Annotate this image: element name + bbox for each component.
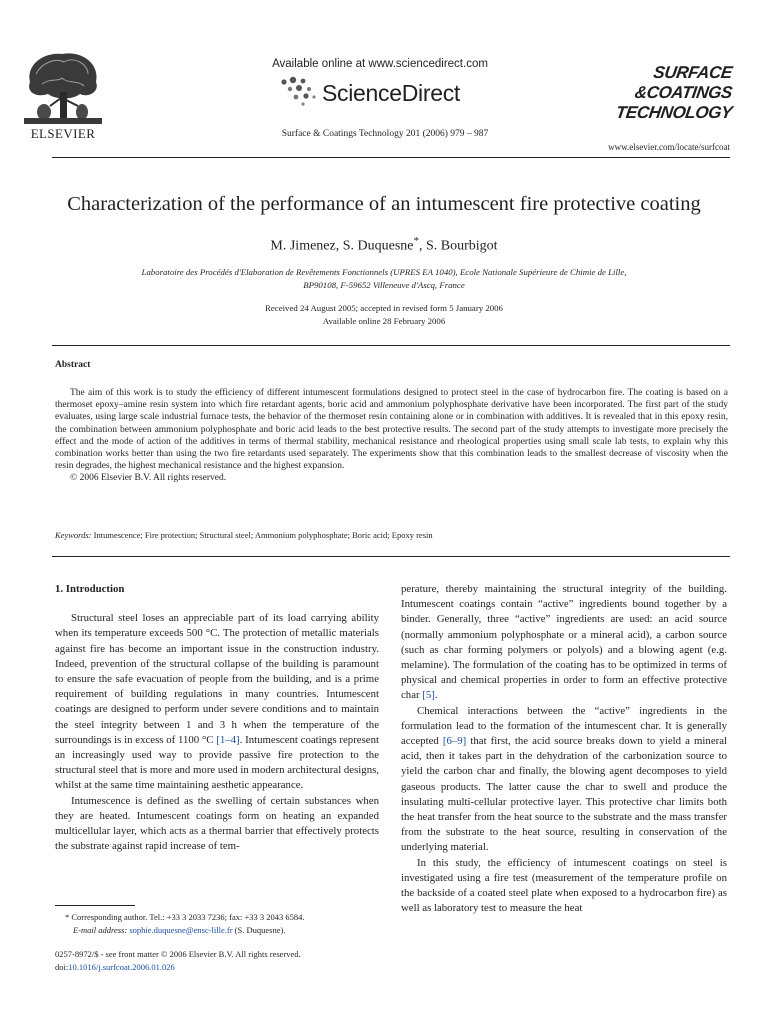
footnotes <box>55 911 379 936</box>
authors-line <box>40 235 728 255</box>
abstract-body <box>55 387 728 485</box>
corresponding-author-note: * Corresponding author. Tel.: +33 3 2033 7236; fax: +33 3 2043 6584. <box>65 912 305 922</box>
email-note <box>55 924 379 937</box>
front-matter <box>55 948 379 973</box>
authors-last: , S. Bourbigot <box>419 238 498 254</box>
intro-paragraph-5: In this study, the efficiency of intumescent coatings on steel is investigated using a fire test (measurement of the temperature profile on the backside of a coated steel plate when exposed to a hydrocarbon fire) as well as laboratory test to measure the heat <box>401 856 727 915</box>
email-label: E-mail address: <box>73 924 128 935</box>
corresponding-author-mark[interactable]: * <box>413 235 419 247</box>
section-heading: 1. Introduction <box>55 583 125 595</box>
keywords <box>55 530 728 540</box>
elsevier-tree-logo-icon <box>22 44 104 126</box>
journal-logo-line-3: TECHNOLOGY <box>614 103 734 122</box>
citation-link[interactable]: [6–9] <box>442 735 467 748</box>
intro-paragraph-2: Intumescence is defined as the swelling of certain substances when they are heated. Intumescent coatings form on heating an expanded multicellular layer, which acts as a thermal barrier that effectively protects the substrate against rapid increase of tem- <box>55 794 379 853</box>
journal-logo-line-1: SURFACE <box>652 63 734 82</box>
doi-link[interactable]: 10.1016/j.surfcoat.2006.01.026 <box>68 961 175 972</box>
intro-p1-text-a: Structural steel loses an appreciable part of its load carrying ability when its temperature exceeds 500 °C. The protection of metallic materials against fire has become an important issue in the construction industry. Indeed, prevention of the structural collapse of the building is paramount to ensure the safe evacuation of people from the building, and is a prime requirement of building regulations in many countries. Intumescent coatings are designed to perform under severe conditions and to maintain the steel integrity between 1 and 3 h when the temperature of the surroundings is in excess of 1100 °C <box>55 612 379 746</box>
journal-logo-line-2: &COATINGS <box>633 83 734 102</box>
email-link[interactable]: sophie.duquesne@ensc-lille.fr <box>129 924 233 935</box>
issn-line: 0257-8972/$ - see front matter © 2006 Elsevier B.V. All rights reserved. <box>55 949 301 959</box>
keywords-list: Intumescence; Fire protection; Structural steel; Ammonium polyphosphate; Boric acid; Epoxy resin <box>93 530 433 540</box>
affiliation-line-1: Laboratoire des Procédés d'Elaboration de Revêtements Fonctionnels (UPRES EA 1040), Ecole Nationale Supérieure de Chimie de Lille, <box>141 267 627 277</box>
intro-paragraph-4 <box>401 704 727 856</box>
intro-p3-text-b: . <box>434 689 438 702</box>
intro-p3-text-a: perature, thereby maintaining the structural integrity of the building. Intumescent coatings contain “active” ingredients bound together by a binder. Generally, three “active” ingredients are used: an acid source (normally ammonium polyphosphate or a mineral acid), a carbon source (such as char forming polymers or polyols) and a blowing agent (e.g. melamine). The formulation of the coating has to be optimized in terms of physical and chemical properties in order to form an effective protective char <box>401 583 727 702</box>
left-column <box>55 582 379 854</box>
available-date: Available online 28 February 2006 <box>322 315 446 326</box>
abstract-top-divider <box>52 345 730 346</box>
citation-link[interactable]: [5] <box>422 689 435 702</box>
article-title: Characterization of the performance of an intumescent fire protective coating <box>67 193 701 215</box>
citation-link[interactable]: [1–4] <box>216 733 240 746</box>
journal-citation: Surface & Coatings Technology 201 (2006) 979 – 987 <box>281 129 489 139</box>
footnote-divider <box>55 905 135 906</box>
intro-paragraph-1 <box>55 611 379 793</box>
header-divider <box>52 157 730 158</box>
journal-logo <box>582 60 732 130</box>
sciencedirect-wordmark: ScienceDirect <box>322 80 460 106</box>
copyright-notice: © 2006 Elsevier B.V. All rights reserved. <box>70 473 227 484</box>
abstract-bottom-divider <box>52 556 730 557</box>
intro-p1-text-b: . Intumescent coatings represent an increasingly used way to provide passive fire protection to the structural steel that is more and more used in modern architectural designs, whilst at the same time maintaining aesthetic appearance. <box>55 733 379 792</box>
journal-url-link[interactable]: www.elsevier.com/locate/surfcoat <box>608 142 730 152</box>
authors-first: M. Jimenez, S. Duquesne <box>270 238 414 254</box>
abstract-heading: Abstract <box>55 360 91 370</box>
sciencedirect-dots-icon <box>276 74 320 108</box>
email-suffix: (S. Duquesne). <box>232 924 286 935</box>
intro-paragraph-3 <box>401 582 727 704</box>
doi-line <box>55 961 379 974</box>
received-dates: Received 24 August 2005; accepted in revised form 5 January 2006 <box>265 303 503 313</box>
affiliation <box>90 266 678 292</box>
keywords-label: Keywords: <box>55 530 92 540</box>
right-column <box>401 582 727 916</box>
intro-p4-text-b: that first, the acid source breaks down to yield a mineral acid, then it takes part in the dehydration of the carbonization source to yield the carbon char and finally, the blowing agent decomposes to yield gaseous products. The latter cause the char to swell and produce the insulating multi-cellular protective layer. This protective char limits both the heat transfer from the heat source to the substrate and the mass transfer from the substrate to the heat source, resulting in conservation of the underlying material. <box>401 735 727 854</box>
article-dates <box>90 302 678 327</box>
publisher-name: ELSEVIER <box>30 126 96 141</box>
affiliation-line-2: BP90108, F-59652 Villeneuve d'Ascq, France <box>303 280 465 290</box>
intro-p4-text-a: Chemical interactions between the “active” ingredients in the formulation lead to the formation of the intumescent char. It is generally accepted <box>401 704 727 748</box>
abstract-text: The aim of this work is to study the efficiency of different intumescent formulations designed to protect steel in the case of hydrocarbon fire. The coating is based on a thermoset epoxy–amine resin system into which fire retardant agents, boric acid and ammonium polyphosphate derivative have been incorporated. The first part of the study evaluates, using large scale industrial furnace tests, the behavior of the thermoset resin containing alone or in combination with additives. It is revealed that in this epoxy resin, the combination between ammonium polyphosphate and boric acid leads to the best protective results. The second part of the study attempts to investigate more precisely the effect and the mode of action of the additives in terms of thermal stability, mechanical resistance and rheological properties using small scale lab tests, to explain why this combination works better than using the two fire retardants used separately. The experiments show that this combination leads to the smallest decrease of viscosity when the resin degrades, the highest mechanical resistance and the highest expansion. <box>55 388 728 472</box>
doi-label: doi: <box>55 961 69 972</box>
available-online-text[interactable]: Available online at www.sciencedirect.com <box>272 58 488 70</box>
